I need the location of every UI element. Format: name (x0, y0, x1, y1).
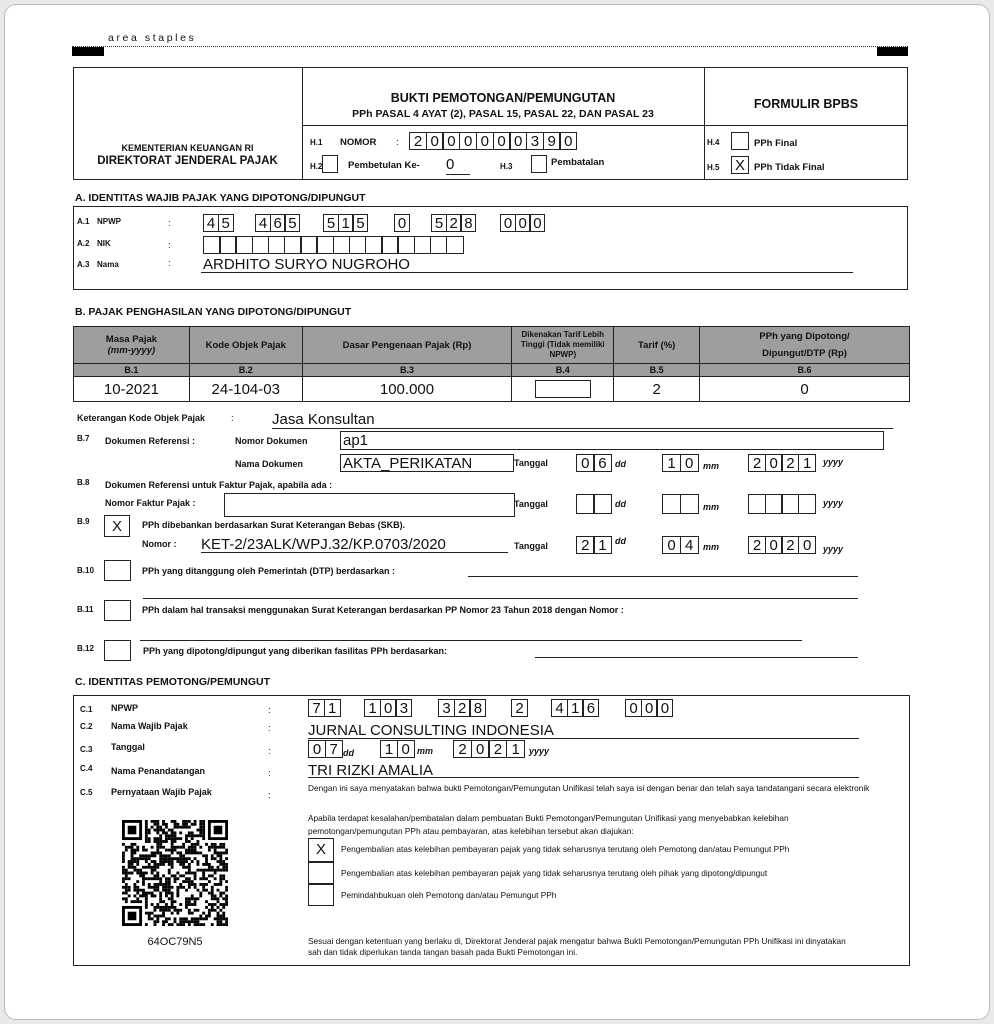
digit-box (333, 236, 351, 254)
refund-option-label: Pengembalian atas kelebihan pembayaran pajak yang tidak seharusnya terutang oleh pihak yang dipotong/dipungut (341, 868, 768, 878)
pernyataan-text: Dengan ini saya menyatakan bahwa bukti Pemotongan/Pemungutan Unifikasi telah saya isi dengan benar dan telah saya tandatangani secara elektronik (308, 783, 870, 793)
field-code: C.4 (80, 764, 93, 773)
tanggal-label: Tanggal (514, 499, 548, 509)
digit-group (308, 699, 341, 717)
underline (272, 428, 893, 429)
digit-box: 0 (798, 536, 816, 554)
digit-box: 5 (218, 214, 234, 232)
nama-wajib-pajak-value: JURNAL CONSULTING INDONESIA (308, 722, 554, 739)
tanggal-label: Tanggal (514, 458, 548, 468)
digit-box: 0 (559, 132, 577, 150)
underline (446, 174, 470, 175)
digit-box: 0 (515, 214, 531, 232)
nomor-dokumen-value: ap1 (343, 432, 369, 449)
pembatalan-checkbox[interactable] (531, 155, 547, 173)
digit-box: 0 (476, 132, 494, 150)
colon: : (268, 746, 271, 757)
staples-label: area staples (108, 32, 197, 44)
digit-box: 0 (471, 740, 490, 758)
keterangan-label: Keterangan Kode Objek Pajak (77, 413, 206, 423)
digit-box: 4 (203, 214, 219, 232)
colon: : (396, 137, 399, 148)
underline (308, 777, 859, 778)
dd-label: dd (615, 536, 626, 546)
dd-digits (576, 454, 612, 472)
form-title: BUKTI PEMOTONGAN/PEMUNGUTAN (390, 91, 616, 105)
refund-option-label: Pengembalian atas kelebihan pembayaran pajak yang tidak seharusnya terutang oleh Pemotong dan/atau Pemungut PPh (341, 844, 790, 854)
ministry: KEMENTERIAN KEUANGAN RI (121, 143, 254, 153)
dd-digits (576, 536, 612, 554)
nama-dokumen-label: Nama Dokumen (235, 459, 304, 469)
refund-option-checkbox[interactable]: X (308, 838, 334, 862)
field-code: B.11 (77, 605, 94, 614)
cell-kode-objek: 24-104-03 (189, 377, 302, 402)
pph-final-label: PPh Final (754, 138, 798, 149)
field-code: H.5 (707, 163, 720, 172)
column-header: Dikenakan Tarif Lebih Tinggi (Tidak memiliki NPWP) (512, 327, 614, 364)
mm-digits (662, 454, 699, 472)
yyyy-digits (748, 536, 816, 554)
digit-box: 0 (656, 699, 673, 717)
digit-box: 0 (529, 214, 545, 232)
pp23-checkbox[interactable] (104, 600, 131, 621)
registration-mark (72, 47, 104, 56)
colon: : (268, 790, 271, 801)
pph-final-checkbox[interactable] (731, 132, 749, 150)
field-code: B.10 (77, 566, 94, 575)
column-code: B.1 (74, 364, 190, 377)
digit-box: 1 (593, 536, 612, 554)
digit-box: 2 (511, 699, 528, 717)
cell-tarif-lebih-tinggi (512, 377, 614, 402)
digit-box (397, 236, 415, 254)
colon: : (231, 413, 234, 424)
field-code: B.12 (77, 644, 94, 653)
pp23-label: PPh dalam hal transaksi menggunakan Surat Keterangan berdasarkan PP Nomor 23 Tahun 2018 dengan Nomor : (142, 605, 624, 615)
column-header: Dasar Pengenaan Pajak (Rp) (302, 327, 512, 364)
dd-digits (576, 494, 612, 514)
digit-box: 2 (781, 536, 799, 554)
fasilitas-checkbox[interactable] (104, 640, 131, 661)
digit-box: 8 (469, 699, 486, 717)
digit-box: 2 (488, 740, 507, 758)
keterangan-value: Jasa Konsultan (272, 411, 375, 428)
field-code: C.2 (80, 722, 93, 731)
skb-checkbox[interactable]: X (104, 515, 130, 537)
digit-box: 5 (323, 214, 339, 232)
digit-box (235, 236, 253, 254)
colon: : (168, 218, 171, 229)
digit-box: 2 (748, 454, 766, 472)
refund-option-checkbox[interactable] (308, 862, 334, 884)
field-code: H.2 (310, 162, 323, 171)
cell-masa-pajak: 10-2021 (74, 377, 190, 402)
mm-label: mm (703, 542, 720, 552)
digit-box: 4 (551, 699, 568, 717)
skb-nomor-label: Nomor : (142, 539, 177, 549)
colon: : (268, 768, 271, 779)
underline (201, 552, 508, 553)
cell-pph: 0 (700, 377, 910, 402)
faktur-label: Nomor Faktur Pajak : (105, 498, 196, 508)
digit-box: 0 (397, 740, 415, 758)
faktur-field[interactable] (224, 493, 515, 517)
digit-box: 3 (395, 699, 412, 717)
digit-box (284, 236, 302, 254)
digit-box: 4 (255, 214, 271, 232)
field-code: C.1 (80, 705, 93, 714)
digit-box (446, 236, 464, 254)
field-code: A.2 (77, 239, 90, 248)
digit-box: 0 (380, 699, 397, 717)
mm-label: mm (417, 746, 434, 756)
column-header: Tarif (%) (614, 327, 700, 364)
dd-label: dd (615, 459, 626, 469)
dd-label: dd (615, 499, 626, 509)
field-code: H.4 (707, 138, 720, 147)
cell-dpp: 100.000 (302, 377, 512, 402)
underline (308, 738, 859, 739)
npwp-label: NPWP (97, 217, 121, 226)
penandatangan-label: Nama Penandatangan (111, 766, 206, 776)
skb-label: PPh dibebankan berdasarkan Surat Keterangan Bebas (SKB). (142, 520, 406, 530)
nomor-dokumen-label: Nomor Dokumen (235, 436, 308, 446)
digit-box: 0 (308, 740, 326, 758)
digit-box (349, 236, 367, 254)
tanggal-label: Tanggal (111, 742, 145, 752)
digit-box: 1 (798, 454, 816, 472)
pembetulan-checkbox[interactable] (322, 155, 338, 173)
digit-box (219, 236, 237, 254)
digit-box: 1 (506, 740, 525, 758)
directorate: DIREKTORAT JENDERAL PAJAK (97, 155, 278, 167)
colon: : (168, 240, 171, 251)
digit-box: 1 (662, 454, 681, 472)
pembetulan-value: 0 (446, 156, 455, 173)
penandatangan-value: TRI RIZKI AMALIA (308, 762, 434, 779)
pph-tidak-final-label: PPh Tidak Final (754, 162, 825, 173)
digit-box: 0 (394, 214, 410, 232)
digit-box: 1 (364, 699, 381, 717)
dokref-label: Dokumen Referensi : (105, 436, 196, 446)
divider (302, 125, 908, 126)
column-header: Kode Objek Pajak (189, 327, 302, 364)
yyyy-digits (748, 494, 816, 514)
tarif-lebih-tinggi-checkbox[interactable] (535, 380, 591, 398)
digit-box: 8 (460, 214, 476, 232)
digit-box: 0 (765, 454, 783, 472)
apabila-text: Apabila terdapat kesalahan/pembatalan dalam pembuatan Bukti Pemotongan/Pemungutan Unifikasi yang menyebabkan kelebihan pemotongan/pemungutan PPh atau pembayaran, atas kelebihan tersebut akan diajukan: (308, 813, 789, 836)
column-code: B.4 (512, 364, 614, 377)
field-code: C.5 (80, 788, 93, 797)
column-code: B.6 (700, 364, 910, 377)
digit-box: 3 (438, 699, 455, 717)
divider (704, 67, 705, 180)
underline (140, 640, 802, 641)
section-c-heading: C. IDENTITAS PEMOTONG/PEMUNGUT (75, 676, 271, 688)
digit-box (781, 494, 799, 514)
column-code: B.3 (302, 364, 512, 377)
digit-group (551, 699, 599, 717)
digit-box (662, 494, 681, 514)
digit-box (593, 494, 612, 514)
dd-digits (308, 740, 343, 758)
mm-digits (662, 494, 699, 514)
digit-group (625, 699, 673, 717)
underline (201, 272, 853, 273)
digit-box: 5 (284, 214, 300, 232)
nik-digits (203, 236, 464, 254)
yyyy-digits (453, 740, 525, 758)
digit-group (500, 214, 545, 232)
digit-box: 9 (543, 132, 561, 150)
digit-box: 1 (380, 740, 398, 758)
column-code: B.5 (614, 364, 700, 377)
npwp-label: NPWP (111, 703, 138, 713)
column-header: Masa Pajak (mm-yyyy) (74, 327, 190, 364)
nama-dokumen-field[interactable] (340, 454, 514, 472)
digit-box: 1 (567, 699, 584, 717)
qr-code-label: 64OC79N5 (147, 936, 203, 948)
footer-text: Sesuai dengan ketentuan yang berlaku di, Direktorat Jenderal pajak mengatur bahwa Bukti Pemotongan/Pemungutan PPh Unifikasi ini dinyatakan sah dan tidak diperlukan tanda tangan basah pada Bukti Pemotongan ini. (308, 936, 846, 957)
digit-box (203, 236, 221, 254)
yyyy-label: yyyy (529, 746, 550, 756)
underline (143, 598, 858, 599)
digit-group (255, 214, 300, 232)
mm-digits (662, 536, 699, 554)
digit-box (316, 236, 334, 254)
column-code: B.2 (189, 364, 302, 377)
form-name: FORMULIR BPBS (753, 97, 859, 111)
field-code: A.1 (77, 217, 90, 226)
digit-box (268, 236, 286, 254)
yyyy-label: yyyy (823, 544, 844, 554)
section-a-heading: A. IDENTITAS WAJIB PAJAK YANG DIPOTONG/DIPUNGUT (75, 192, 366, 204)
table-row (74, 377, 910, 402)
digit-box (414, 236, 432, 254)
section-b-heading: B. PAJAK PENGHASILAN YANG DIPOTONG/DIPUNGUT (75, 306, 352, 318)
digit-box: 0 (509, 132, 527, 150)
digit-box: 2 (409, 132, 427, 150)
refund-option-checkbox[interactable] (308, 884, 334, 906)
mm-label: mm (703, 461, 720, 471)
field-code: H.1 (310, 138, 323, 147)
nama-dokumen-value: AKTA_PERIKATAN (343, 455, 473, 472)
pembetulan-label: Pembetulan Ke- (348, 160, 420, 171)
digit-box: 0 (765, 536, 783, 554)
digit-box: 1 (324, 699, 341, 717)
digit-group (511, 699, 528, 717)
nama-label: Nama (97, 260, 119, 269)
digit-box: 0 (625, 699, 642, 717)
pph-tidak-final-checkbox[interactable]: X (731, 156, 749, 174)
digit-box: 3 (526, 132, 544, 150)
digit-group (431, 214, 476, 232)
digit-box (798, 494, 816, 514)
digit-group (364, 699, 412, 717)
digit-box (300, 236, 318, 254)
digit-box: 4 (680, 536, 699, 554)
digit-box: 1 (338, 214, 354, 232)
dd-label: dd (343, 748, 354, 758)
digit-box (765, 494, 783, 514)
digit-box: 0 (680, 454, 699, 472)
digit-group (323, 214, 368, 232)
digit-box: 0 (576, 454, 595, 472)
digit-box: 6 (270, 214, 286, 232)
section-a-box (73, 206, 908, 290)
field-code: H.3 (500, 162, 513, 171)
yyyy-label: yyyy (823, 498, 844, 508)
digit-group (438, 699, 486, 717)
pernyataan-label: Pernyataan Wajib Pajak (111, 787, 212, 797)
pembatalan-label: Pembatalan (551, 157, 605, 168)
digit-box: 7 (325, 740, 343, 758)
field-code: B.9 (77, 517, 90, 526)
colon: : (168, 258, 171, 269)
field-code: B.8 (77, 478, 90, 487)
column-header: PPh yang Dipotong/ Dipungut/DTP (Rp) (700, 327, 910, 364)
digit-box (748, 494, 766, 514)
digit-group (203, 214, 234, 232)
nomor-dokumen-field[interactable] (340, 431, 884, 450)
digit-box (430, 236, 448, 254)
registration-mark (877, 47, 908, 56)
digit-box: 2 (781, 454, 799, 472)
digit-box: 0 (442, 132, 460, 150)
digit-box: 5 (352, 214, 368, 232)
digit-box: 0 (493, 132, 511, 150)
digit-box (252, 236, 270, 254)
digit-box: 2 (446, 214, 462, 232)
digit-box: 2 (576, 536, 595, 554)
digit-box: 0 (641, 699, 658, 717)
digit-box: 0 (500, 214, 516, 232)
underline (535, 657, 858, 658)
skb-nomor-value: KET-2/23ALK/WPJ.32/KP.0703/2020 (201, 536, 446, 553)
colon: : (268, 705, 271, 716)
digit-box (576, 494, 595, 514)
fasilitas-label: PPh yang dipotong/dipungut yang diberikan fasilitas PPh berdasarkan: (143, 646, 448, 656)
field-code: C.3 (80, 745, 93, 754)
nama-wajib-pajak-label: Nama Wajib Pajak (111, 721, 188, 731)
yyyy-label: yyyy (823, 457, 844, 467)
mm-label: mm (703, 502, 720, 512)
digit-box: 2 (454, 699, 471, 717)
nomor-digits (409, 132, 577, 150)
nik-label: NIK (97, 239, 111, 248)
digit-box: 0 (662, 536, 681, 554)
dtp-label: PPh yang ditanggung oleh Pemerintah (DTP) berdasarkan : (142, 566, 396, 576)
cell-tarif: 2 (614, 377, 700, 402)
mm-digits (380, 740, 415, 758)
divider (302, 67, 303, 180)
digit-box: 6 (593, 454, 612, 472)
digit-box (381, 236, 399, 254)
form-subtitle: PPh PASAL 4 AYAT (2), PASAL 15, PASAL 22, DAN PASAL 23 (352, 108, 654, 120)
nomor-label: NOMOR (340, 137, 377, 148)
tanggal-label: Tanggal (514, 541, 548, 551)
qr-code (122, 820, 228, 926)
digit-box: 0 (459, 132, 477, 150)
field-code: A.3 (77, 260, 90, 269)
digit-box (365, 236, 383, 254)
staples-line (72, 46, 908, 47)
b8-label: Dokumen Referensi untuk Faktur Pajak, apabila ada : (105, 480, 333, 490)
digit-box: 7 (308, 699, 325, 717)
tax-table (73, 326, 910, 402)
field-code: B.7 (77, 434, 90, 443)
underline (468, 576, 858, 577)
digit-box: 0 (426, 132, 444, 150)
dtp-checkbox[interactable] (104, 560, 131, 581)
digit-box (680, 494, 699, 514)
digit-box: 2 (748, 536, 766, 554)
yyyy-digits (748, 454, 816, 472)
nama-value: ARDHITO SURYO NUGROHO (203, 256, 410, 273)
digit-box: 5 (431, 214, 447, 232)
colon: : (268, 723, 271, 734)
digit-group (394, 214, 410, 232)
digit-box: 2 (453, 740, 472, 758)
digit-box: 6 (582, 699, 599, 717)
refund-option-label: Pemindahbukuan oleh Pemotong dan/atau Pemungut PPh (341, 890, 557, 900)
